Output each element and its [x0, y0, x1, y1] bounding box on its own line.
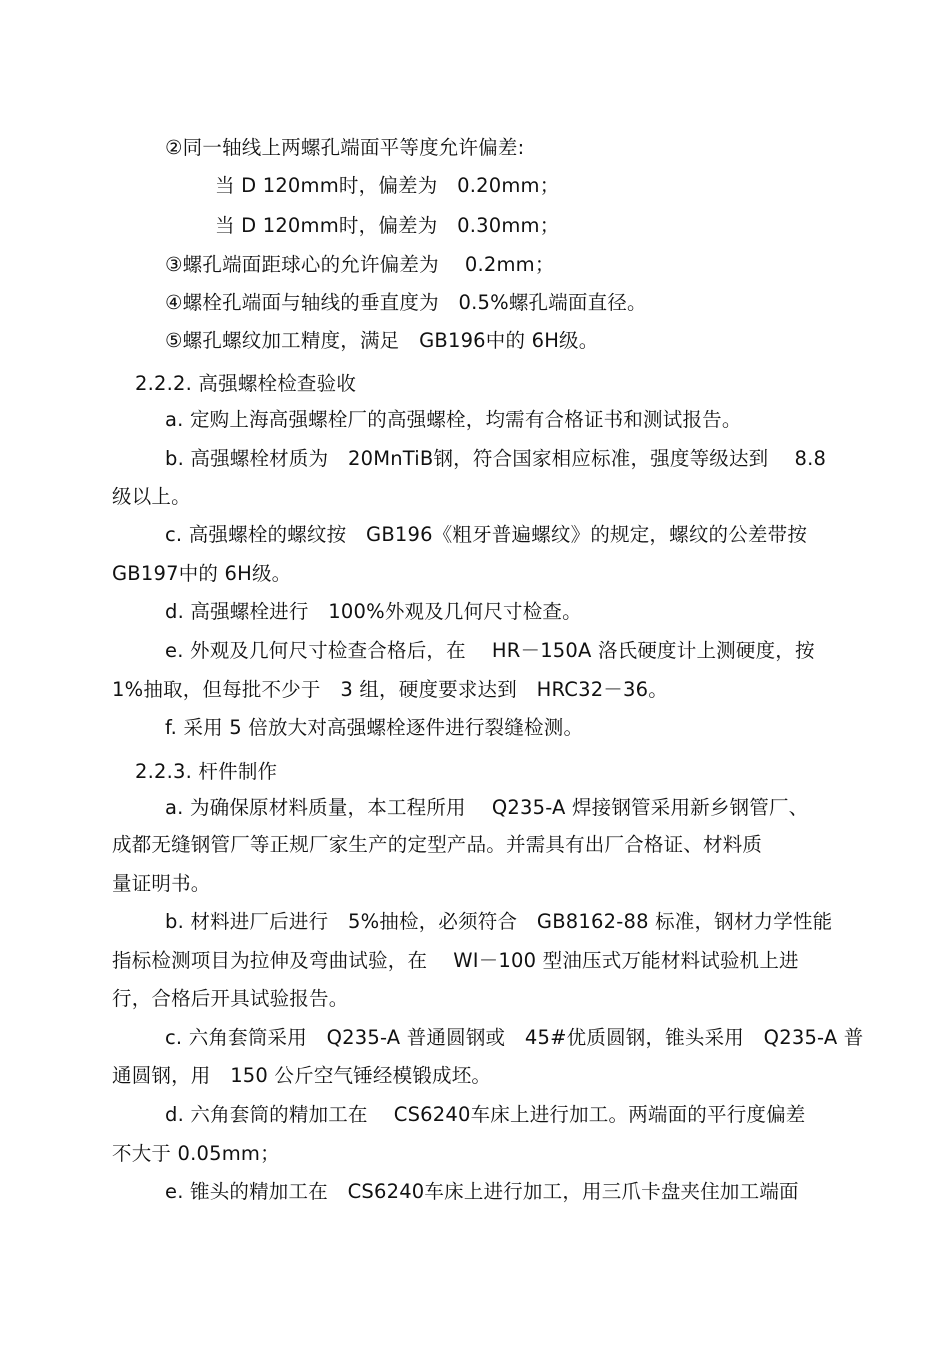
text-line: 当 D 120mm时，偏差为 0.30mm； [215, 214, 560, 237]
text-line: c. 六角套筒采用 Q235-A 普通圆钢或 45#优质圆钢，锥头采用 Q235-A 普 [165, 1026, 864, 1049]
text-line: 指标检测项目为拉伸及弯曲试验，在 WI－100 型油压式万能材料试验机上进 [112, 949, 799, 972]
text-line: GB197中的 6H级。 [112, 562, 292, 585]
text-line: ④螺栓孔端面与轴线的垂直度为 0.5%螺孔端面直径。 [165, 291, 647, 314]
text-line: 不大于 0.05mm； [112, 1142, 280, 1165]
section-heading: 2.2.2. 高强螺栓检查验收 [135, 372, 357, 395]
text-line: e. 外观及几何尺寸检查合格后，在 HR－150A 洛氏硬度计上测硬度，按 [165, 639, 815, 662]
text-line: ②同一轴线上两螺孔端面平等度允许偏差: [165, 136, 525, 159]
text-line: d. 六角套筒的精加工在 CS6240车床上进行加工。两端面的平行度偏差 [165, 1103, 806, 1126]
text-line: 行，合格后开具试验报告。 [112, 987, 349, 1010]
section-heading: 2.2.3. 杆件制作 [135, 760, 278, 783]
text-line: e. 锥头的精加工在 CS6240车床上进行加工，用三爪卡盘夹住加工端面 [165, 1180, 799, 1203]
text-line: d. 高强螺栓进行 100%外观及几何尺寸检查。 [165, 600, 582, 623]
text-line: 通圆钢，用 150 公斤空气锤经模锻成坯。 [112, 1064, 492, 1087]
text-line: a. 定购上海高强螺栓厂的高强螺栓，均需有合格证书和测试报告。 [165, 408, 742, 431]
text-line: 1%抽取，但每批不少于 3 组，硬度要求达到 HRC32－36。 [112, 678, 668, 701]
text-line: f. 采用 5 倍放大对高强螺栓逐件进行裂缝检测。 [165, 716, 584, 739]
text-line: ⑤螺孔螺纹加工精度，满足 GB196中的 6H级。 [165, 329, 599, 352]
text-line: b. 高强螺栓材质为 20MnTiB钢，符合国家相应标准，强度等级达到 8.8 [165, 447, 827, 470]
text-line: 成都无缝钢管厂等正规厂家生产的定型产品。并需具有出厂合格证、材料质 [112, 833, 763, 856]
text-line: ③螺孔端面距球心的允许偏差为 0.2mm； [165, 253, 555, 276]
text-line: 级以上。 [112, 485, 191, 508]
text-line: 量证明书。 [112, 872, 211, 895]
text-line: 当 D 120mm时，偏差为 0.20mm； [215, 174, 560, 197]
text-line: c. 高强螺栓的螺纹按 GB196《粗牙普遍螺纹》的规定，螺纹的公差带按 [165, 523, 808, 546]
text-line: a. 为确保原材料质量，本工程所用 Q235-A 焊接钢管采用新乡钢管厂、 [165, 796, 809, 819]
text-line: b. 材料进厂后进行 5%抽检，必须符合 GB8162-88 标准，钢材力学性能 [165, 910, 833, 933]
